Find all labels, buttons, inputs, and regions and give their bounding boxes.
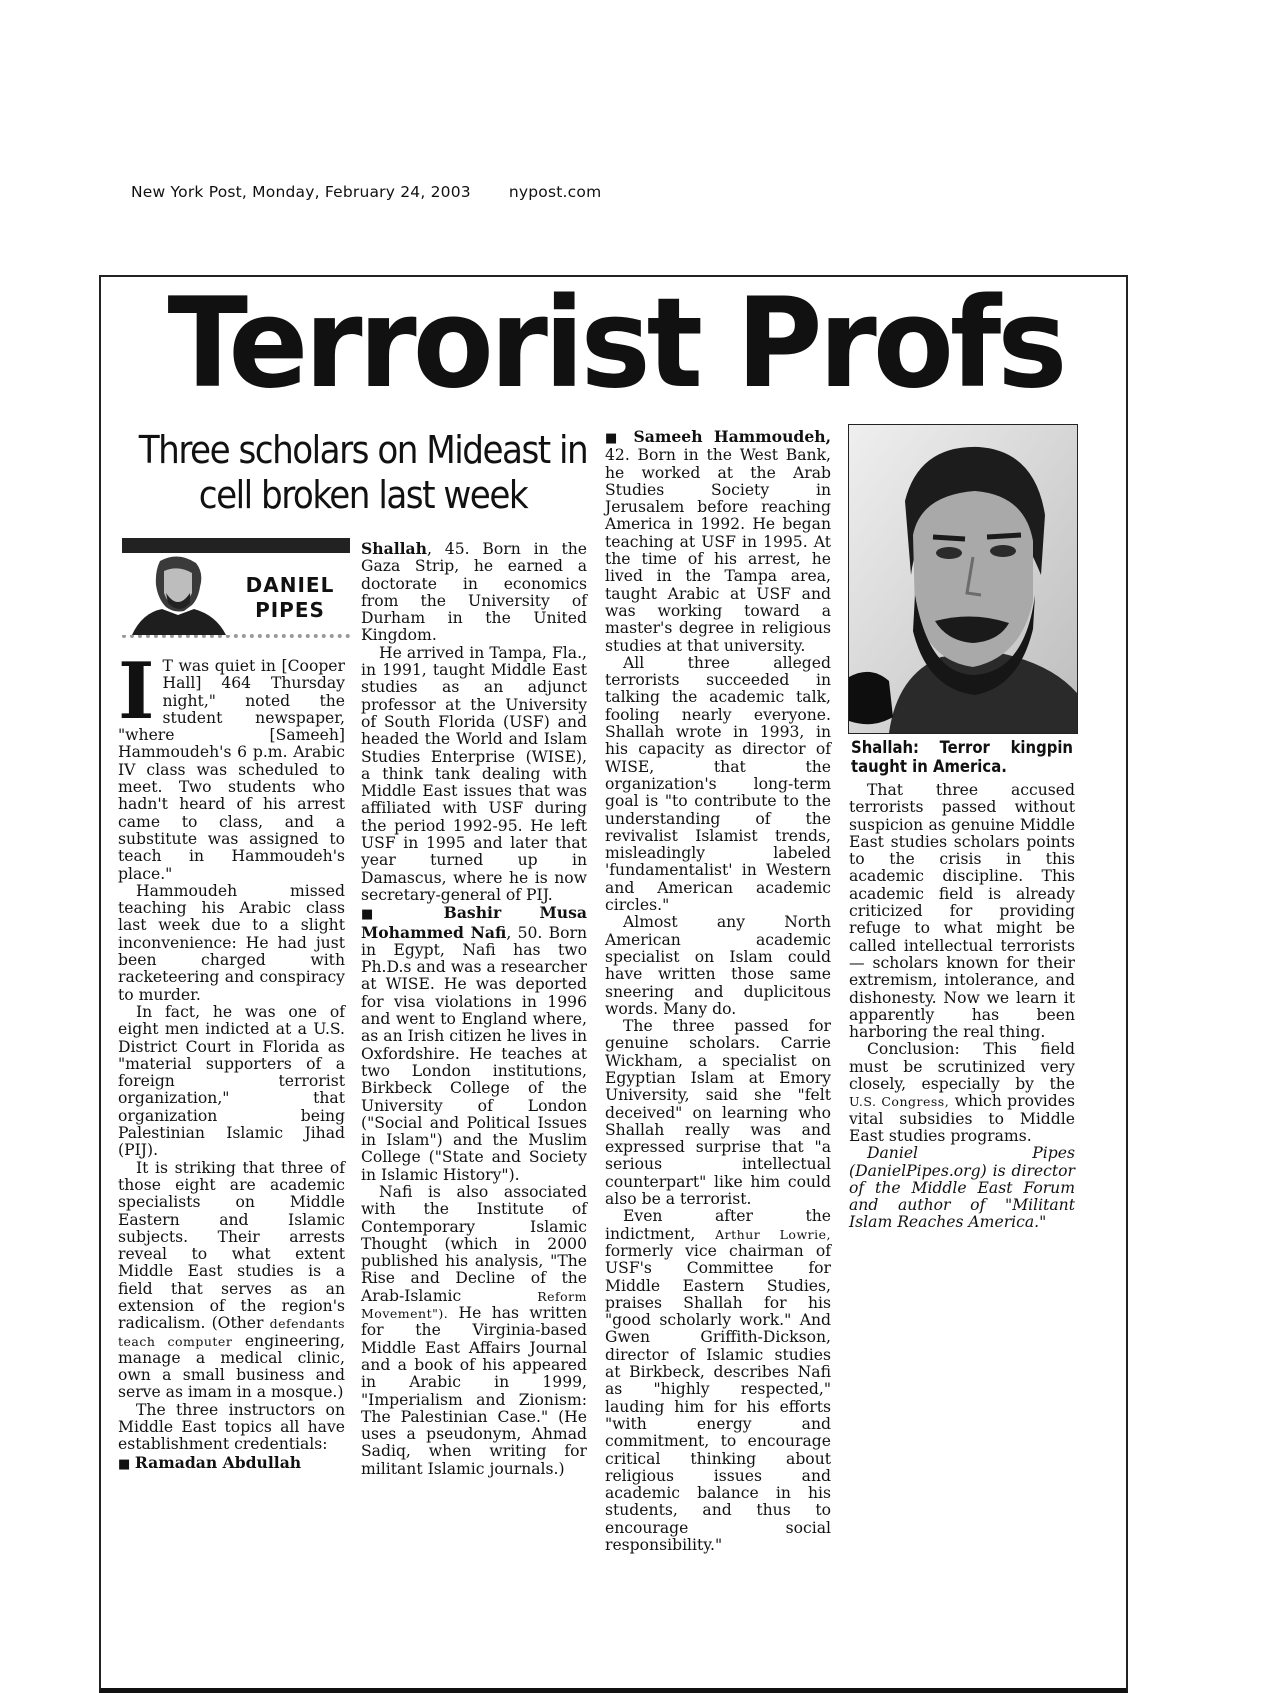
paragraph-text: formerly vice chairman of USF's Committee for Middle Eastern Studies, praises Shallah for his "good scholarly work." And Gwen Griffith-Dickson, director of Islamic studies at Birkbeck, describes Nafi as "highly respected," lauding him for his efforts "with energy and commitment, to encourage critical thinking about religious issues and academic balance in his students, and thus to encourage social responsibility." [605,1241,831,1554]
paragraph: The three instructors on Middle East topics all have establishment credentials: [118,1400,345,1454]
paragraph-text: It is striking that three of those eight are academic specialists on Middle Eastern and Islamic subjects. Their arrests reveal to what extent Middle East studies is a field that serves as an extension of the region's radicalism. (Other [118,1158,345,1333]
paragraph [605,1208,831,1554]
paragraph [118,1160,345,1402]
paragraph-text: , 50. Born in Egypt, Nafi has two Ph.D.s and was a researcher at WISE. He was deported for visa violations in 1996 and went to England where, as an Irish citizen he lives in Oxfordshire. He teaches at two London institutions, Birkbeck College of the University of London ("Social and Political Issues in Islam") and the Muslim College ("State and Society in Islamic History"). [361,923,587,1184]
paragraph-text: which provides vital subsidies to Middle East studies programs. [849,1092,1076,1145]
author-first-name: DANIEL [245,573,335,597]
paragraph-text-small: defendants teach computer [118,1316,345,1349]
masthead [131,183,601,201]
column-2 [361,540,587,1478]
photo-caption: Shallah: Terror kingpin taught in America. [851,738,1073,776]
author-last-name: PIPES [255,598,325,622]
author-name [240,573,340,623]
name-bold: ■ Sameeh Hammoudeh, [605,427,831,446]
paragraph [849,1041,1075,1145]
paragraph-text-small: U.S. Congress, [849,1094,950,1110]
paragraph: The three passed for genuine scholars. Carrie Wickham, a specialist on Egyptian Islam at Emory University, said she "felt deceived" on learning who Shallah really was and expressed surprise that "a serious intellectual counterpart" like him could also be a terrorist. [605,1017,831,1209]
paragraph: All three alleged terrorists succeeded in talking the academic talk, fooling nearly everyone. Shallah wrote in 1993, in his capacity as director of WISE, that the organization's long-term goal is "to contribute to the understanding of the revivalist Islamist trends, misleadingly labeled 'fundamentalist' in Western and American academic circles." [605,653,831,915]
paragraph [361,904,587,1184]
paragraph-text-small: Reform Movement"). [361,1288,587,1322]
paragraph-text: Nafi is also associated with the Institute of Contemporary Islamic Thought (which in 2000 published his analysis, "The Rise and Decline of the Arab-Islamic [361,1182,587,1305]
column-3 [605,428,831,1554]
paragraph-text: , 45. Born in the Gaza Strip, he earned a doctorate in economics from the University of Durham in the United Kingdom. [361,540,587,645]
paragraph [118,1454,345,1473]
paragraph-text: T was quiet in [Cooper Hall] 464 Thursday night," noted the student newspaper, "where [Sameeh] Hammoudeh's 6 p.m. Arabic IV class was scheduled to meet. Two students who hadn't heard of his arrest came to class, and a substitute was assigned to teach in Hammoudeh's place." [118,657,345,883]
paragraph-text: engineering, manage a medical clinic, own a small business and serve as imam in a mosque.) [118,1331,345,1402]
portrait-image [849,425,1077,733]
column-1 [118,646,345,1473]
paragraph [361,1184,587,1478]
column-4 [849,782,1075,1232]
paragraph-text: He has written for the Virginia-based Middle East Affairs Journal and a book of his appeared in Arabic in 1999, "Imperialism and Zionism: The Palestinian Case." (He uses a pseudonym, Ahmad Sadiq, when writing for militant Islamic journals.) [361,1304,587,1478]
name-bold: ■ Bashir Musa Mohammed Nafi [361,903,587,941]
paragraph: Almost any North American academic specialist on Islam could have written those same sneering and duplicitous words. Many do. [605,913,831,1018]
shallah-photo [848,424,1078,734]
subheadline: Three scholars on Mideast in cell broken last week [138,428,588,517]
byline [122,538,350,638]
headline: Terrorist Profs [167,270,1064,416]
name-bold: Shallah [361,539,427,558]
paragraph: In fact, he was one of eight men indicted at a U.S. District Court in Florida as "material supporters of a foreign terrorist organization," that organization being Palestinian Islamic Jihad (PIJ). [118,1002,345,1160]
paragraph: That three accused terrorists passed without suspicion as genuine Middle East studies scholars points to the crisis in this academic discipline. This academic field is already criticized for providing refuge to what might be called intellectual terrorists — scholars known for their extremism, intolerance, and dishonesty. Now we learn it apparently has been harboring the real thing. [849,781,1075,1042]
paragraph-text-small: Arthur Lowrie, [715,1226,831,1242]
paragraph [605,428,831,655]
paragraph-text: Even after the indictment, [605,1207,831,1243]
drop-cap: I [118,646,155,737]
masthead-source: New York Post, Monday, February 24, 2003 [131,183,471,201]
author-bio-text: Daniel Pipes (DanielPipes.org) is director of the Middle East Forum and author of "Militant Islam Reaches America." [849,1144,1075,1232]
paragraph [361,540,587,645]
name-bold: ■ Ramadan Abdullah [118,1453,301,1472]
paragraph-text: Conclusion: This field must be scrutinized very closely, especially by the [849,1040,1075,1094]
paragraph: Hammoudeh missed teaching his Arabic class last week due to a slight inconvenience: He had just been charged with racketeering and conspiracy to murder. [118,881,345,1004]
masthead-site: nypost.com [508,183,602,201]
author-portrait [122,553,232,635]
paragraph [118,646,345,883]
author-bio [849,1145,1075,1231]
paragraph: He arrived in Tampa, Fla., in 1991, taught Middle East studies as an adjunct professor at the University of South Florida (USF) and headed the World and Islam Studies Enterprise (WISE), a think tank dealing with Middle East issues that was affiliated with USF during the period 1992-95. He left USF in 1995 and later that year turned up in Damascus, where he is now secretary-general of PIJ. [361,643,587,904]
paragraph-text: 42. Born in the West Bank, he worked at the Arab Studies Society in Jerusalem before reaching America in 1992. He began teaching at USF in 1995. At the time of his arrest, he lived in the Tampa area, taught Arabic at USF and was working toward a master's degree in religious studies at that university. [605,446,831,655]
